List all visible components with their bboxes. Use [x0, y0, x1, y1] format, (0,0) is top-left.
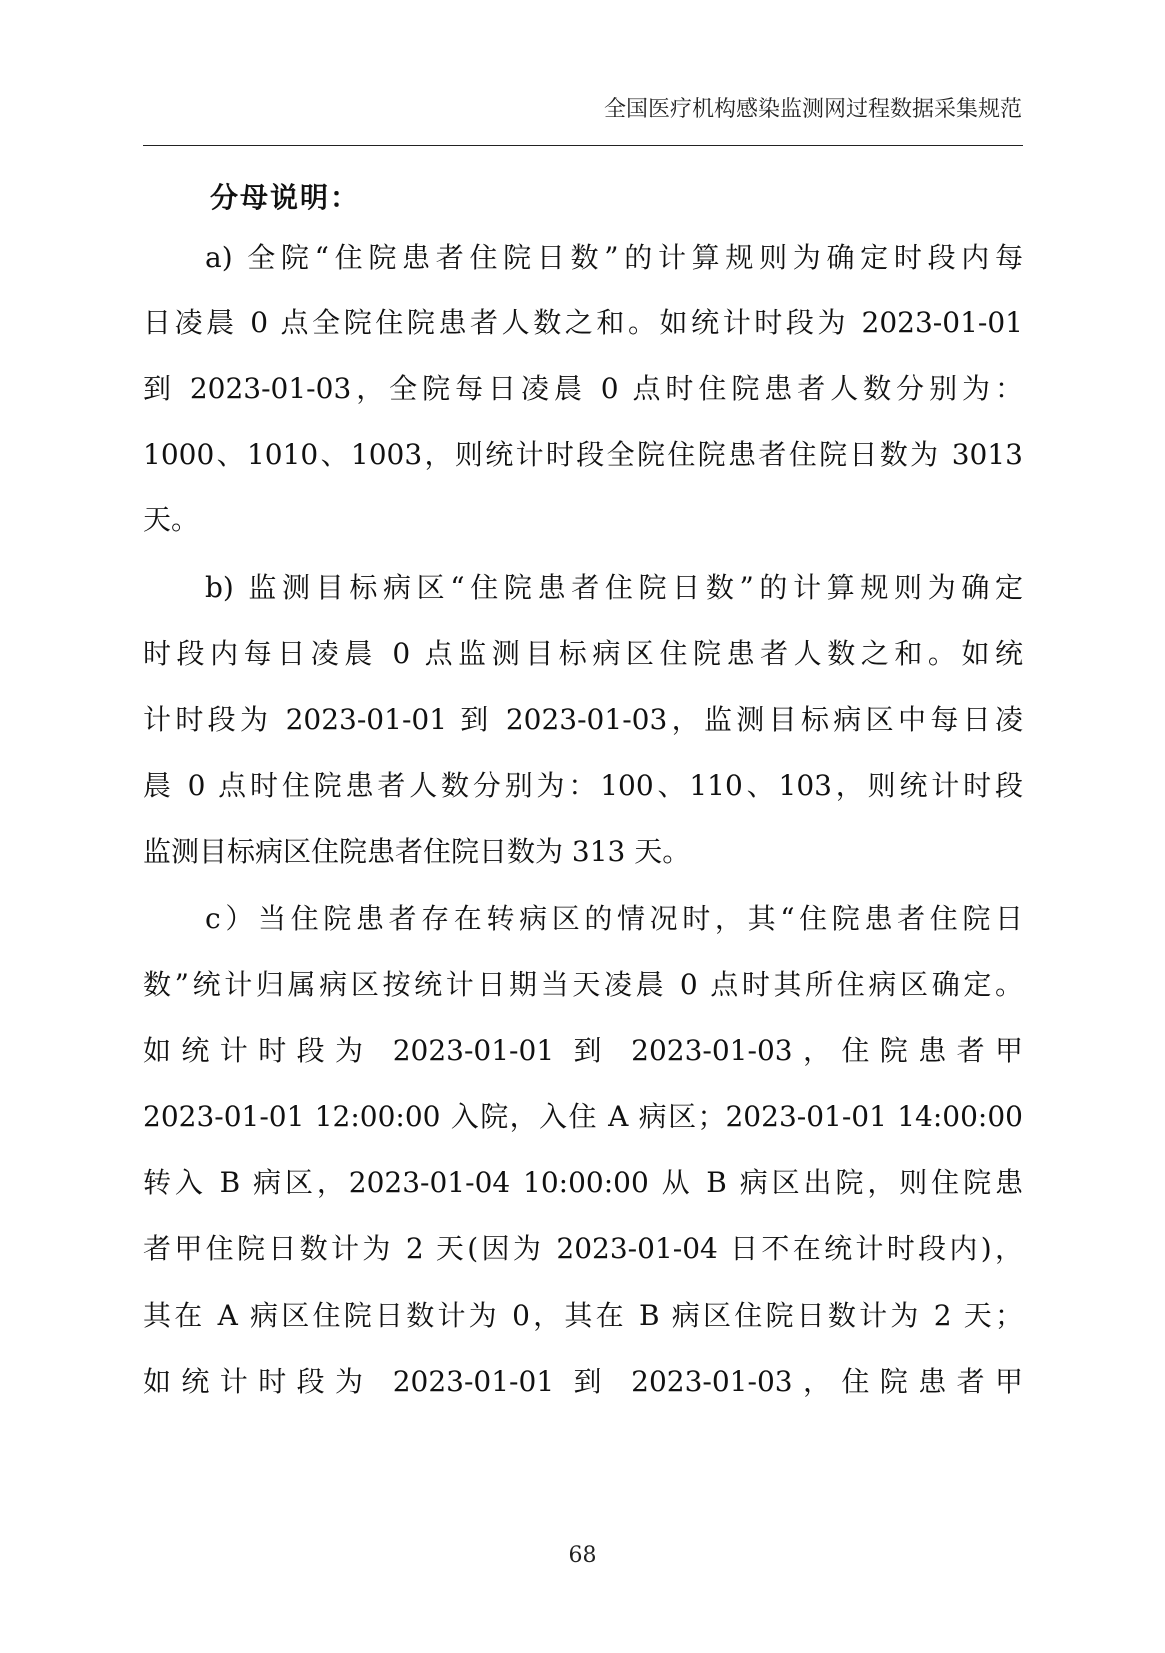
paragraph-a-line-5: 天。: [143, 503, 200, 536]
paragraph-c-line-3: 如统计时段为 2023-01-01 到 2023-01-03，住院患者甲: [143, 1034, 1023, 1067]
paragraph-c-line-2: 数”统计归属病区按统计日期当天凌晨 0 点时其所住病区确定。: [143, 968, 1023, 1001]
paragraph-a-line-4: 1000、1010、1003，则统计时段全院住院患者住院日数为 3013: [143, 438, 1023, 471]
paragraph-a-line-2: 日凌晨 0 点全院住院患者人数之和。如统计时段为 2023-01-01: [143, 306, 1023, 339]
running-header: 全国医疗机构感染监测网过程数据采集规范: [603, 97, 1022, 122]
section-title: 分母说明：: [210, 181, 361, 214]
paragraph-b-line-4: 晨 0 点时住院患者人数分别为：100、110、103，则统计时段: [143, 769, 1023, 802]
page-number: 68: [568, 1543, 597, 1568]
paragraph-c-line-6: 者甲住院日数计为 2 天(因为 2023-01-04 日不在统计时段内)，: [143, 1232, 1023, 1265]
paragraph-c-line-1: c）当住院患者存在转病区的情况时，其“住院患者住院日: [205, 902, 1023, 935]
paragraph-c-line-4: 2023-01-01 12:00:00 入院，入住 A 病区；2023-01-01 14:00:00: [143, 1100, 1023, 1133]
paragraph-c-line-7: 其在 A 病区住院日数计为 0，其在 B 病区住院日数计为 2 天；: [143, 1299, 1023, 1332]
header-divider: [143, 145, 1023, 146]
paragraph-b-line-3: 计时段为 2023-01-01 到 2023-01-03，监测目标病区中每日凌: [143, 703, 1023, 736]
paragraph-c-line-5: 转入 B 病区，2023-01-04 10:00:00 从 B 病区出院，则住院患: [143, 1166, 1023, 1199]
paragraph-b-line-1: b) 监测目标病区“住院患者住院日数”的计算规则为确定: [205, 571, 1023, 604]
paragraph-b-line-2: 时段内每日凌晨 0 点监测目标病区住院患者人数之和。如统: [143, 637, 1023, 670]
paragraph-a-line-3: 到 2023-01-03，全院每日凌晨 0 点时住院患者人数分别为：: [143, 372, 1023, 405]
paragraph-b-line-5: 监测目标病区住院患者住院日数为 313 天。: [143, 835, 691, 868]
paragraph-c-line-8: 如统计时段为 2023-01-01 到 2023-01-03，住院患者甲: [143, 1365, 1023, 1398]
paragraph-a-line-1: a) 全院“住院患者住院日数”的计算规则为确定时段内每: [205, 241, 1023, 274]
